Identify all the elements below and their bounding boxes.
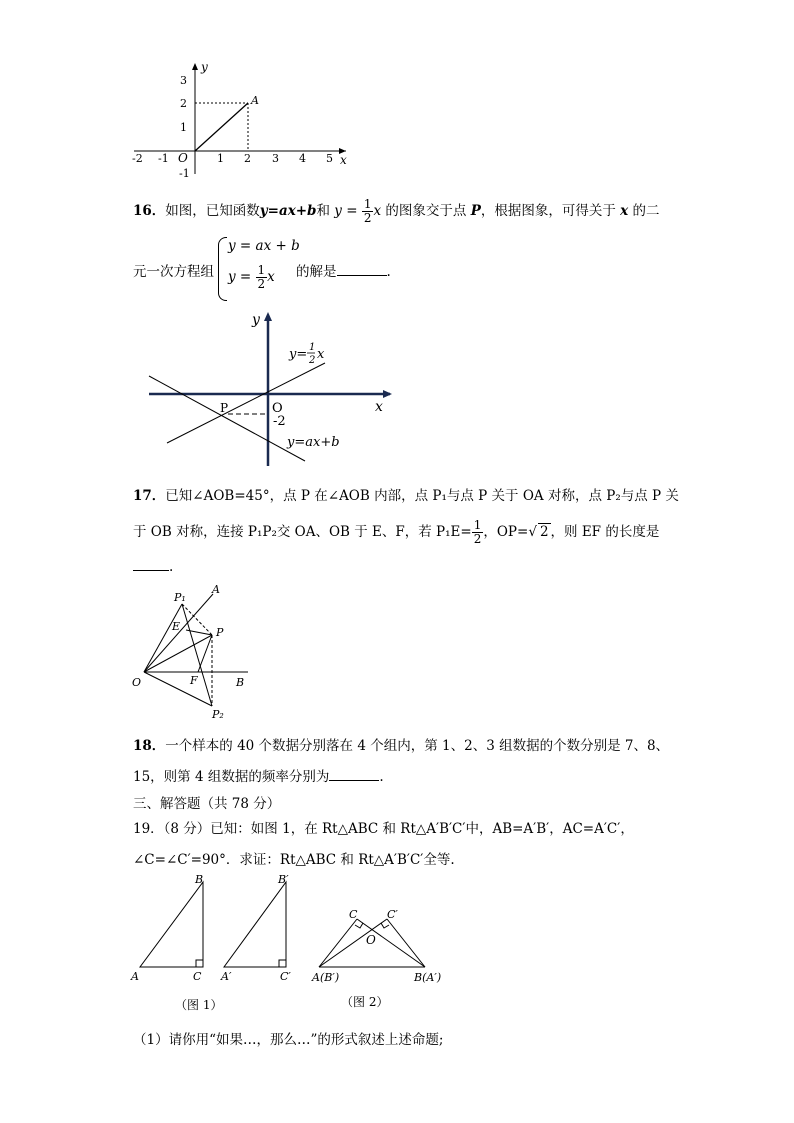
x-tick-label: 5 <box>326 152 333 165</box>
vertex-a-b-prime-label: A(B′) <box>312 971 340 984</box>
point-label: P <box>470 203 481 219</box>
question-text: 一个样本的 40 个数据分别落在 4 个组内，第 1、2、3 组数据的个数分别是 7、8、 <box>165 738 670 754</box>
y-tick-label: -1 <box>179 167 190 180</box>
section-heading: 三、解答题（共 78 分） <box>133 796 281 812</box>
question-text: 和 <box>316 203 330 219</box>
question-text: 的二 <box>632 203 660 219</box>
answer-blank[interactable] <box>133 558 169 571</box>
question-17-line-1 <box>133 484 679 504</box>
y-tick-label: 3 <box>180 74 187 87</box>
line-2-label: y=ax+b <box>287 435 340 450</box>
line-1-label: y= <box>289 347 308 362</box>
function-expression: y=ax+b <box>259 203 317 219</box>
question-16-line-1 <box>133 198 660 225</box>
question-16-line-2-label: 元一次方程组 <box>133 264 214 280</box>
system-equation-1: y = ax + b <box>228 238 300 254</box>
ray-b-label: B <box>236 676 245 689</box>
question-text: 如图，已知函数 <box>165 203 260 219</box>
question-18-line-1 <box>133 734 669 754</box>
figure-2-caption: （图 2） <box>341 995 389 1009</box>
question-19-line-1: 19．（8 分）已知：如图 1，在 Rt△ABC 和 Rt△A′B′C′中，AB=A′B′，AC=A′C′， <box>133 821 634 837</box>
x-tick-label: 4 <box>299 152 306 165</box>
origin-label: O <box>178 151 188 165</box>
equation-system-brace <box>218 237 227 301</box>
point-a-label: A <box>251 94 259 107</box>
question-number: 17． <box>133 488 166 504</box>
question-number: 18． <box>133 738 166 754</box>
y-axis-label: y <box>252 312 260 328</box>
line-1-frac-num: 1 <box>309 342 316 353</box>
question-17-answer: . <box>133 558 173 575</box>
function-expression: y = <box>334 203 358 219</box>
vertex-a-prime-label: A′ <box>221 970 232 983</box>
sqrt-value: 2 <box>539 524 549 540</box>
question-17-line-2: 于 OB 对称，连接 P₁P₂交 OA、OB 于 E、F，若 P₁E= $\frac{1}{2}$ ，OP=√ 2 ，则 EF 的长度是 <box>133 518 660 546</box>
question-19-line-2: ∠C=∠C′=90°．求证：Rt△ABC 和 Rt△A′B′C′全等. <box>133 852 455 868</box>
x-tick-label: 3 <box>272 152 279 165</box>
question-text: 的图象交于点 <box>385 203 467 219</box>
question-18-line-2: 15，则第 4 组数据的频率分别为 . <box>133 769 384 785</box>
x-tick-label: -1 <box>158 152 169 165</box>
y-axis-label: y <box>201 60 208 74</box>
x-axis-label: x <box>340 153 347 167</box>
vertex-a-label: A <box>131 970 139 983</box>
vertex-c-prime-label: C′ <box>280 970 291 983</box>
intersection-o-label: O <box>366 933 376 947</box>
fraction: $\frac{1}{2}$ <box>473 518 482 546</box>
vertex-c-label: C <box>349 908 358 921</box>
vertex-b-prime-label: B′ <box>278 873 289 886</box>
x-tick-label: 2 <box>244 152 251 165</box>
question-text: 已知∠AOB=45°，点 P 在∠AOB 内部，点 P₁与点 P 关于 OA 对称，点 P₂与点 P 关 <box>165 488 679 504</box>
question-text: ，根据图象，可得关于 <box>480 203 616 219</box>
ray-a-label: A <box>212 583 220 596</box>
variable: x <box>373 203 382 219</box>
question-19-part-1: （1）请你用“如果…，那么…”的形式叙述上述命题; <box>133 1032 444 1048</box>
point-p1-label: P₁ <box>174 591 186 604</box>
answer-blank[interactable] <box>337 263 387 276</box>
figure-19-triangles <box>125 870 455 1018</box>
figure-16-graph <box>145 308 395 468</box>
line-1-frac-den: 2 <box>309 355 316 366</box>
point-p-label: P <box>216 626 224 639</box>
point-f-label: F <box>190 674 198 687</box>
point-e-label: E <box>172 620 181 633</box>
x-tick-label: -2 <box>132 152 143 165</box>
point-p2-label: P₂ <box>212 708 224 721</box>
fraction: $\frac{1}{2}$ <box>363 197 372 225</box>
figure-1-caption: （图 1） <box>175 998 223 1012</box>
y-intercept-label: -2 <box>273 414 286 429</box>
variable: x <box>620 203 629 219</box>
vertex-c-prime-label: C′ <box>387 908 398 921</box>
figure-17-geometry <box>130 580 255 722</box>
y-tick-label: 1 <box>180 121 187 134</box>
answer-blank[interactable] <box>329 768 379 781</box>
question-number: 16． <box>133 203 166 219</box>
x-tick-label: 1 <box>217 152 224 165</box>
figure-15-graph <box>130 58 360 180</box>
point-p-label: P <box>220 401 229 415</box>
vertex-b-label: B <box>195 873 204 886</box>
origin-label: O <box>272 401 283 416</box>
question-16-answer: 的解是 . <box>296 264 391 280</box>
vertex-b-a-prime-label: B(A′) <box>414 971 442 984</box>
x-axis-label: x <box>375 399 383 415</box>
system-equation-2: y = $\frac{1}{2}$ x <box>228 263 275 291</box>
line-1-x: x <box>317 347 325 362</box>
vertex-c-label: C <box>193 970 202 983</box>
y-tick-label: 2 <box>180 97 187 110</box>
origin-label: O <box>132 676 142 689</box>
